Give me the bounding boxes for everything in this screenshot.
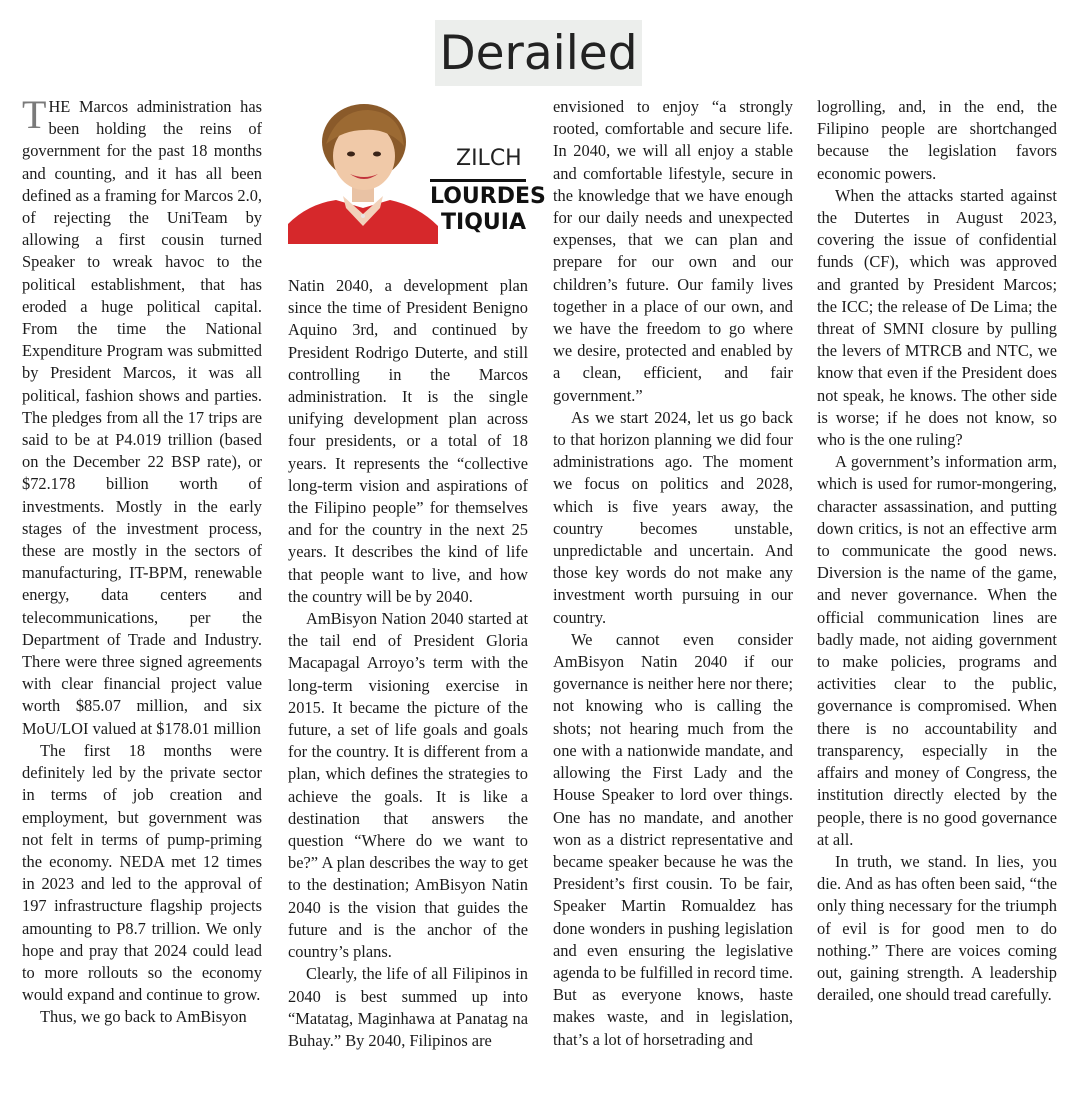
paragraph: AmBisyon Nation 2040 started at the tail end of President Gloria Macapagal Arroyo’s term with the long-term visioning exercise in 2015. It became the picture of the future, a set of life goals and goals for the country. It is different from a plan, which defines the strategies to achieve the goals. It is like a destination that answers the question “Where do we want to be?” A plan describes the way to get to the destination; AmBisyon Natin 2040 is the vision that guides the future and is the anchor of the country’s plans. (288, 609, 528, 962)
paragraph: In truth, we stand. In lies, you die. And as has often been said, “the only thing necessary for the triumph of evil is for good men to do nothing.” There are voices coming out, gaining strength. A leadership derailed, one should tread carefully. (817, 851, 1057, 1005)
paragraph: We cannot even consider AmBisyon Natin 2040 if our governance is neither here nor there; not knowing who is calling the shots; not hearing much from the one with a nationwide mandate, and allowing the First Lady and the House Speaker to lord over things. One has no mandate, and another won as a district representative and became speaker because he was the President’s first cousin. To be fair, Speaker Martin Romualdez has done wonders in pushing legislation and even ensuring the legislative agenda to be fulfilled in record time. But as everyone knows, haste makes waste, and in legislation, that’s a lot of horsetrading and (553, 629, 793, 1049)
paragraph: The first 18 months were definitely led by the private sector in terms of job creation and employment, but government was not felt in terms of pump-priming the economy. NEDA met 12 times in 2023 and led to the approval of 197 infrastructure flagship projects amounting to P8.7 trillion. We only hope and pray that 2024 could lead to more rollouts so the economy would expand and continue to grow. (22, 740, 262, 1005)
paragraph: A government’s information arm, which is used for rumor-mongering, character assassination, and putting down critics, is not an effective arm to communicate the good news. Diversion is the name of the game, and never governance. When the official communication lines are badly made, not aiding government to make policies, programs and activities clear to the public, governance is compromised. When there is no accountability and transparency, especially in the affairs and money of Congress, the institution directly elected by the people, there is no good governance at all. (817, 452, 1057, 849)
article-column-1 (22, 92, 262, 1029)
paragraph: Clearly, the life of all Filipinos in 2040 is best summed up into “Matatag, Maginhawa at Panatag na Buhay.” By 2040, Filipinos are (288, 964, 528, 1050)
headline-box (435, 20, 642, 86)
byline-rule (430, 179, 526, 182)
drop-cap: T (22, 92, 47, 137)
article-column-4 (817, 96, 1057, 1006)
headline: Derailed (439, 25, 638, 81)
article-column-2 (288, 275, 528, 1052)
byline-block (288, 96, 546, 244)
author-first-name: LOURDES (430, 184, 546, 209)
author-name (430, 184, 546, 236)
paragraph: When the attacks started against the Dutertes in August 2023, covering the issue of confidential funds (CF), which was approved and granted by President Marcos; the ICC; the release of De Lima; the threat of SMNI closure by pulling the levers of MTRCB and NTC, we know that even if the President does not speak, he knows. The other side is worse; if he does not know, so who is the one ruling? (817, 185, 1057, 450)
column-name: ZILCH (456, 146, 522, 171)
paragraph: logrolling, and, in the end, the Filipino people are shortchanged because the legislation favors economic powers. (817, 97, 1057, 183)
paragraph: Natin 2040, a development plan since the time of President Benigno Aquino 3rd, and continued by President Rodrigo Duterte, and still controlling in the Marcos administration. It is the single unifying development plan across four presidents, or a total of 18 years. It represents the “collective long-term vision and aspirations of the Filipino people” for themselves and for the country in the next 25 years. It describes the kind of life that people want to live, and how the country will be by 2040. (288, 276, 528, 606)
author-portrait (288, 96, 438, 244)
article-column-3 (553, 96, 793, 1051)
paragraph: envisioned to enjoy “a strongly rooted, comfortable and secure life. In 2040, we will all enjoy a stable and comfortable lifestyle, secure in the knowledge that we have enough for our daily needs and unexpected expenses, that we can plan and prepare for our own and our children’s future. Our family lives together in a place of our own, and we have the freedom to go where we desire, protected and enabled by a clean, efficient, and fair government.” (553, 97, 793, 405)
author-last-name: TIQUIA (441, 210, 526, 235)
paragraph: As we start 2024, let us go back to that horizon planning we did four administrations ago. The moment we focus on politics and 2028, which is five years away, the country becomes unstable, unpredictable and uncertain. And those key words do not make any investment worth pursuing in our country. (553, 407, 793, 627)
paragraph: Thus, we go back to AmBisyon (40, 1007, 247, 1027)
paragraph (22, 92, 262, 740)
paragraph-text: HE Marcos administration has been holding the reins of government for the past 18 months and counting, and it has all been defined as a framing for Marcos 2.0, of rejecting the UniTeam by allowing a first cousin turned Speaker to wreak havoc to the political establishment, that has eroded a huge political capital. From the time the National Expenditure Program was submitted by President Marcos, it was all political, fashion shows and parties. The pledges from all the 17 trips are said to be at P4.019 trillion (based on the December 22 BSP rate), or $72.178 billion worth of investments. Mostly in the early stages of the investment process, these are mostly in the sectors of manufacturing, IT-BPM, renewable energy, data centers and telecommunications, per the Department of Trade and Industry. There were three signed agreements with clear financial project value worth $85.07 million, and six MoU/LOI valued at $178.01 million (22, 97, 262, 738)
